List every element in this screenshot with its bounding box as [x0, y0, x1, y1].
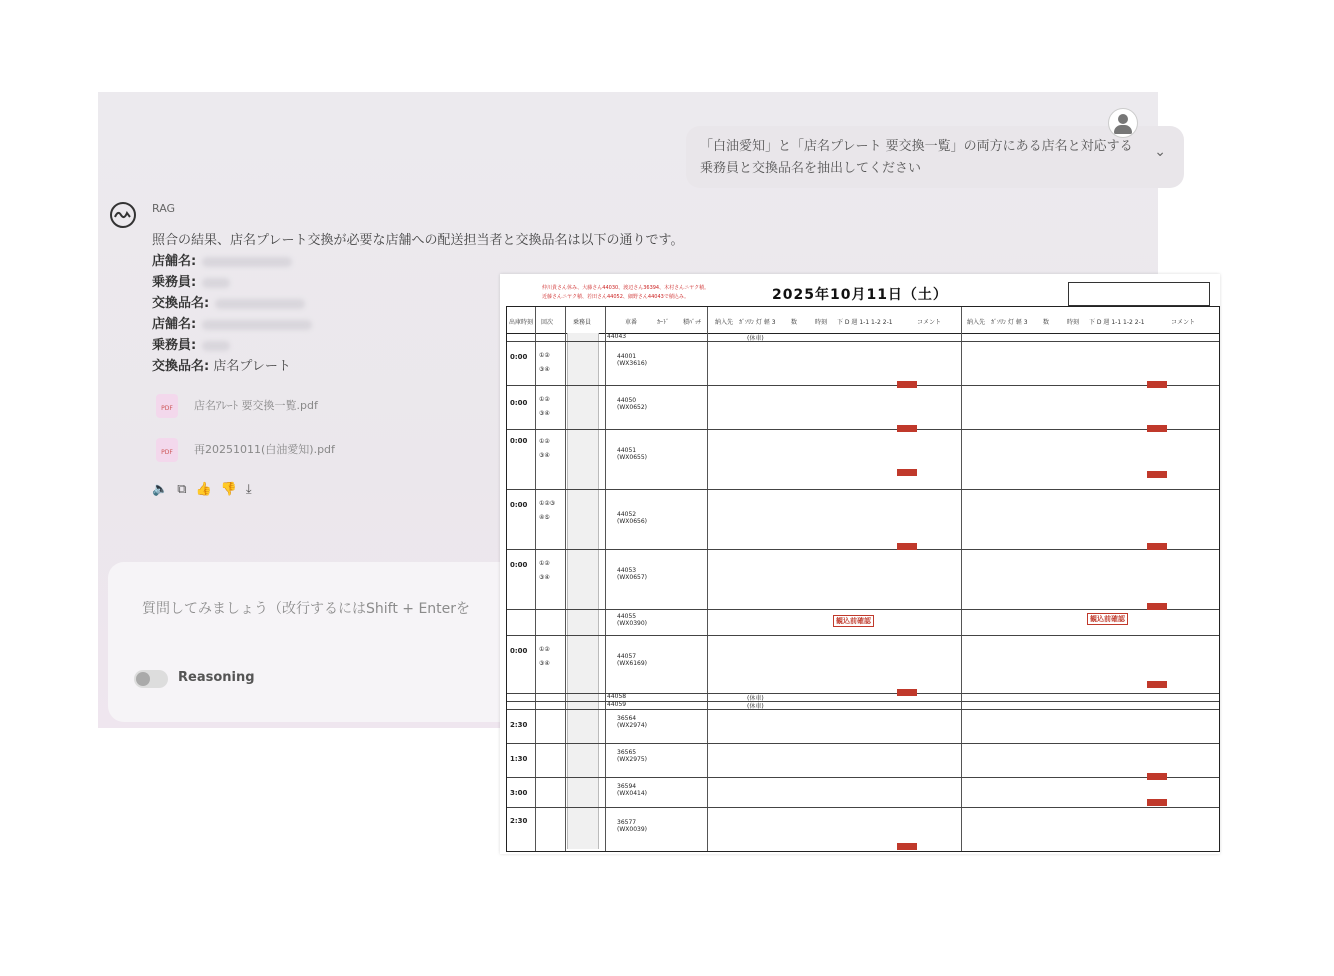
- pdf-icon: PDF: [156, 438, 178, 462]
- stamp: 観込前確認: [1087, 613, 1128, 625]
- attachment-pdf[interactable]: PDF 再20251011(白油愛知).pdf: [156, 438, 335, 464]
- chat-input-placeholder[interactable]: 質問してみましょう（改行するにはShift + Enterを: [142, 601, 471, 617]
- answer-intro: 照合の結果、店名プレート交換が必要な店舗への配送担当者と交換品名は以下の通りです。: [152, 233, 684, 248]
- download-icon[interactable]: ⤓: [245, 482, 261, 497]
- reasoning-label: Reasoning: [178, 670, 255, 685]
- reasoning-toggle[interactable]: [134, 670, 168, 688]
- document-date: 2025年10月11日（土）: [772, 287, 948, 303]
- attachment-pdf[interactable]: PDF 店名ｱﾚｰﾄ 要交換一覧.pdf: [156, 394, 318, 420]
- user-message: [686, 126, 1184, 188]
- bot-logo-icon: [110, 202, 136, 228]
- user-avatar: [1108, 108, 1138, 138]
- message-toolbar: [152, 482, 261, 497]
- user-question-text: 「白油愛知」と「店名プレート 要交換一覧」の両方にある店名と対応する乗務員と交換品名を抽出してください: [700, 139, 1133, 176]
- speaker-icon[interactable]: 🔈: [152, 482, 178, 497]
- pdf-icon: PDF: [156, 394, 178, 418]
- answer-row: 乗務員:: [152, 335, 683, 356]
- copy-icon[interactable]: ⧉: [177, 482, 196, 497]
- thumbs-down-icon[interactable]: 👎: [220, 482, 246, 497]
- answer-row: 交換品名: 店名プレート: [152, 359, 291, 374]
- schedule-table: 出庫時刻 回次 乗務員 車番 ｶｰﾄﾞ 積ﾊﾞｯﾁ 納入先 ｶﾞｿﾘﾝ 灯 軽 3 数 時刻 下 D 週 1-1 1-2 2-1 コメント 納入先 ｶﾞｿﾘﾝ 灯 軽 3 数 時刻 下 D 週 1-1 1-2 2-1 コメント 44043 (休車) 0:00 ①② ③④ 44001 (WX3616) 0:00 ①② ③④ 44050 (WX0652) 0:00 ①② ③④ 44051 (WX0655) 0:00 ①②③ ④⑤ 44052 (WX0656) 0:00 ①② ③④ 44053 (WX0657) 44055 (WX0390) 観込前確認 観込前確認 0:00 ①② ③④ 44057 (WX6169) 44058 (休車) 44059 (休車) 2:30 36564 (WX2974) 1:30 36565 (WX2975) 3:00 36594 (WX0414) 2:30 36577 (WX0039): [506, 306, 1220, 852]
- answer-row: 交換品名:: [152, 293, 683, 314]
- red-note: 仲川貴さん休み、大藤さん44030、渡辺さん36394、木村さんニヤク積。 近藤さんニヤク積、若田さん44052、細野さん44043で積込み。: [542, 285, 710, 300]
- answer-row: 店舗名:: [152, 314, 683, 335]
- answer-row: 店舗名:: [152, 251, 683, 272]
- scanned-schedule-document: [500, 274, 1220, 854]
- table-header: 出庫時刻 回次 乗務員 車番 ｶｰﾄﾞ 積ﾊﾞｯﾁ 納入先 ｶﾞｿﾘﾝ 灯 軽 3 数 時刻 下 D 週 1-1 1-2 2-1 コメント 納入先 ｶﾞｿﾘﾝ 灯 軽 3 数 時刻 下 D 週 1-1 1-2 2-1 コメント: [507, 307, 1219, 334]
- thumbs-up-icon[interactable]: 👍: [195, 482, 221, 497]
- calendar-box: [1068, 282, 1210, 306]
- bot-name: RAG: [152, 202, 176, 215]
- answer-row: 乗務員:: [152, 272, 683, 293]
- chevron-down-icon[interactable]: ⌄: [1154, 144, 1166, 160]
- stamp: 観込前確認: [833, 615, 874, 627]
